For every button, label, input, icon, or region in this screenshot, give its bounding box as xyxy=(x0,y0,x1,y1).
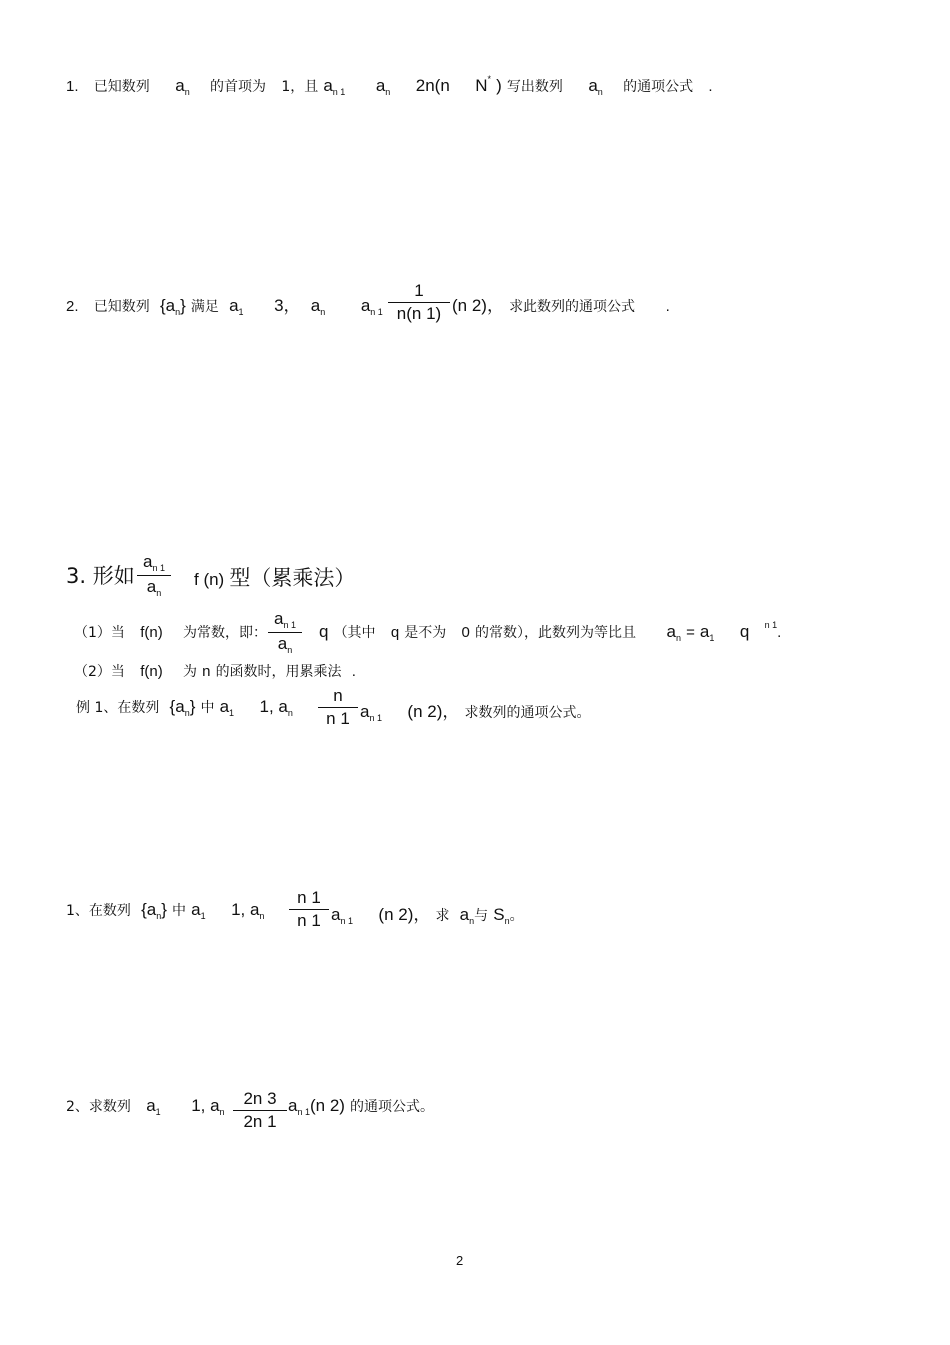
problem-1: 1. 已知数列 $a_n$ 的首项为 1，且 $a_{n 1}$ $a_n$ 2n(n N* ) 写出数列 $a_n$ 的通项公式 . xyxy=(66,74,713,97)
problem-2-tail: (n 2)， 求此数列的通项公式 . xyxy=(452,296,670,315)
question-1: 1、在数列 $\{a_n\}$ 中 $a_1$ 1, $a_n$ xyxy=(66,900,265,921)
fraction: $a_{n 1}$ $a_n$ xyxy=(268,609,302,656)
case-2: （2）当 f(n) 为 n 的函数时，用累乘法 . xyxy=(74,663,356,680)
problem-number: 1. xyxy=(66,78,79,95)
question-2-tail: $a_{n 1}(n$ 2) 的通项公式。 xyxy=(288,1096,435,1117)
fraction-bar xyxy=(137,575,171,576)
fraction-bar xyxy=(289,909,329,910)
problem-number: 2. xyxy=(66,298,79,315)
fraction: n 1 n 1 xyxy=(289,888,329,931)
fraction: $a_{n 1}$ $a_n$ xyxy=(137,552,171,599)
question-1-tail: $a_{n 1}$ (n 2)， 求 $a_n$与 $S_n$。 xyxy=(331,905,524,926)
fraction-bar xyxy=(268,632,302,633)
fraction: 2n 3 2n 1 xyxy=(233,1089,287,1132)
example-1: 例 1、在数列 $\{a_n\}$ 中 $a_1$ 1, $a_n$ xyxy=(76,697,293,718)
fraction: n n 1 xyxy=(318,686,358,729)
case-1-tail: q （其中 q 是不为 0 的常数），此数列为等比且 $a_n = a_1$ q $^{n 1}$. xyxy=(319,620,782,643)
fraction: 1 n(n 1) xyxy=(388,281,450,324)
case-1: （1）当 f(n) 为常数，即： xyxy=(74,624,268,641)
section-heading-tail: f (n) 型（累乘法） xyxy=(194,566,356,590)
section-heading: 3. 形如 xyxy=(66,564,135,588)
fraction-bar xyxy=(233,1110,287,1111)
page-number: 2 xyxy=(456,1253,464,1268)
example-1-tail: $a_{n 1}$ (n 2)， 求数列的通项公式。 xyxy=(360,702,591,723)
fraction-bar xyxy=(318,707,358,708)
problem-2: 2. 已知数列 $\{a_n\}$ 满足 $a_1$ 3， $a_n$ $a_{n 1}$ xyxy=(66,296,383,317)
question-2: 2、求数列 $a_1$ 1, $a_n$ xyxy=(66,1096,225,1117)
fraction-bar xyxy=(388,302,450,303)
